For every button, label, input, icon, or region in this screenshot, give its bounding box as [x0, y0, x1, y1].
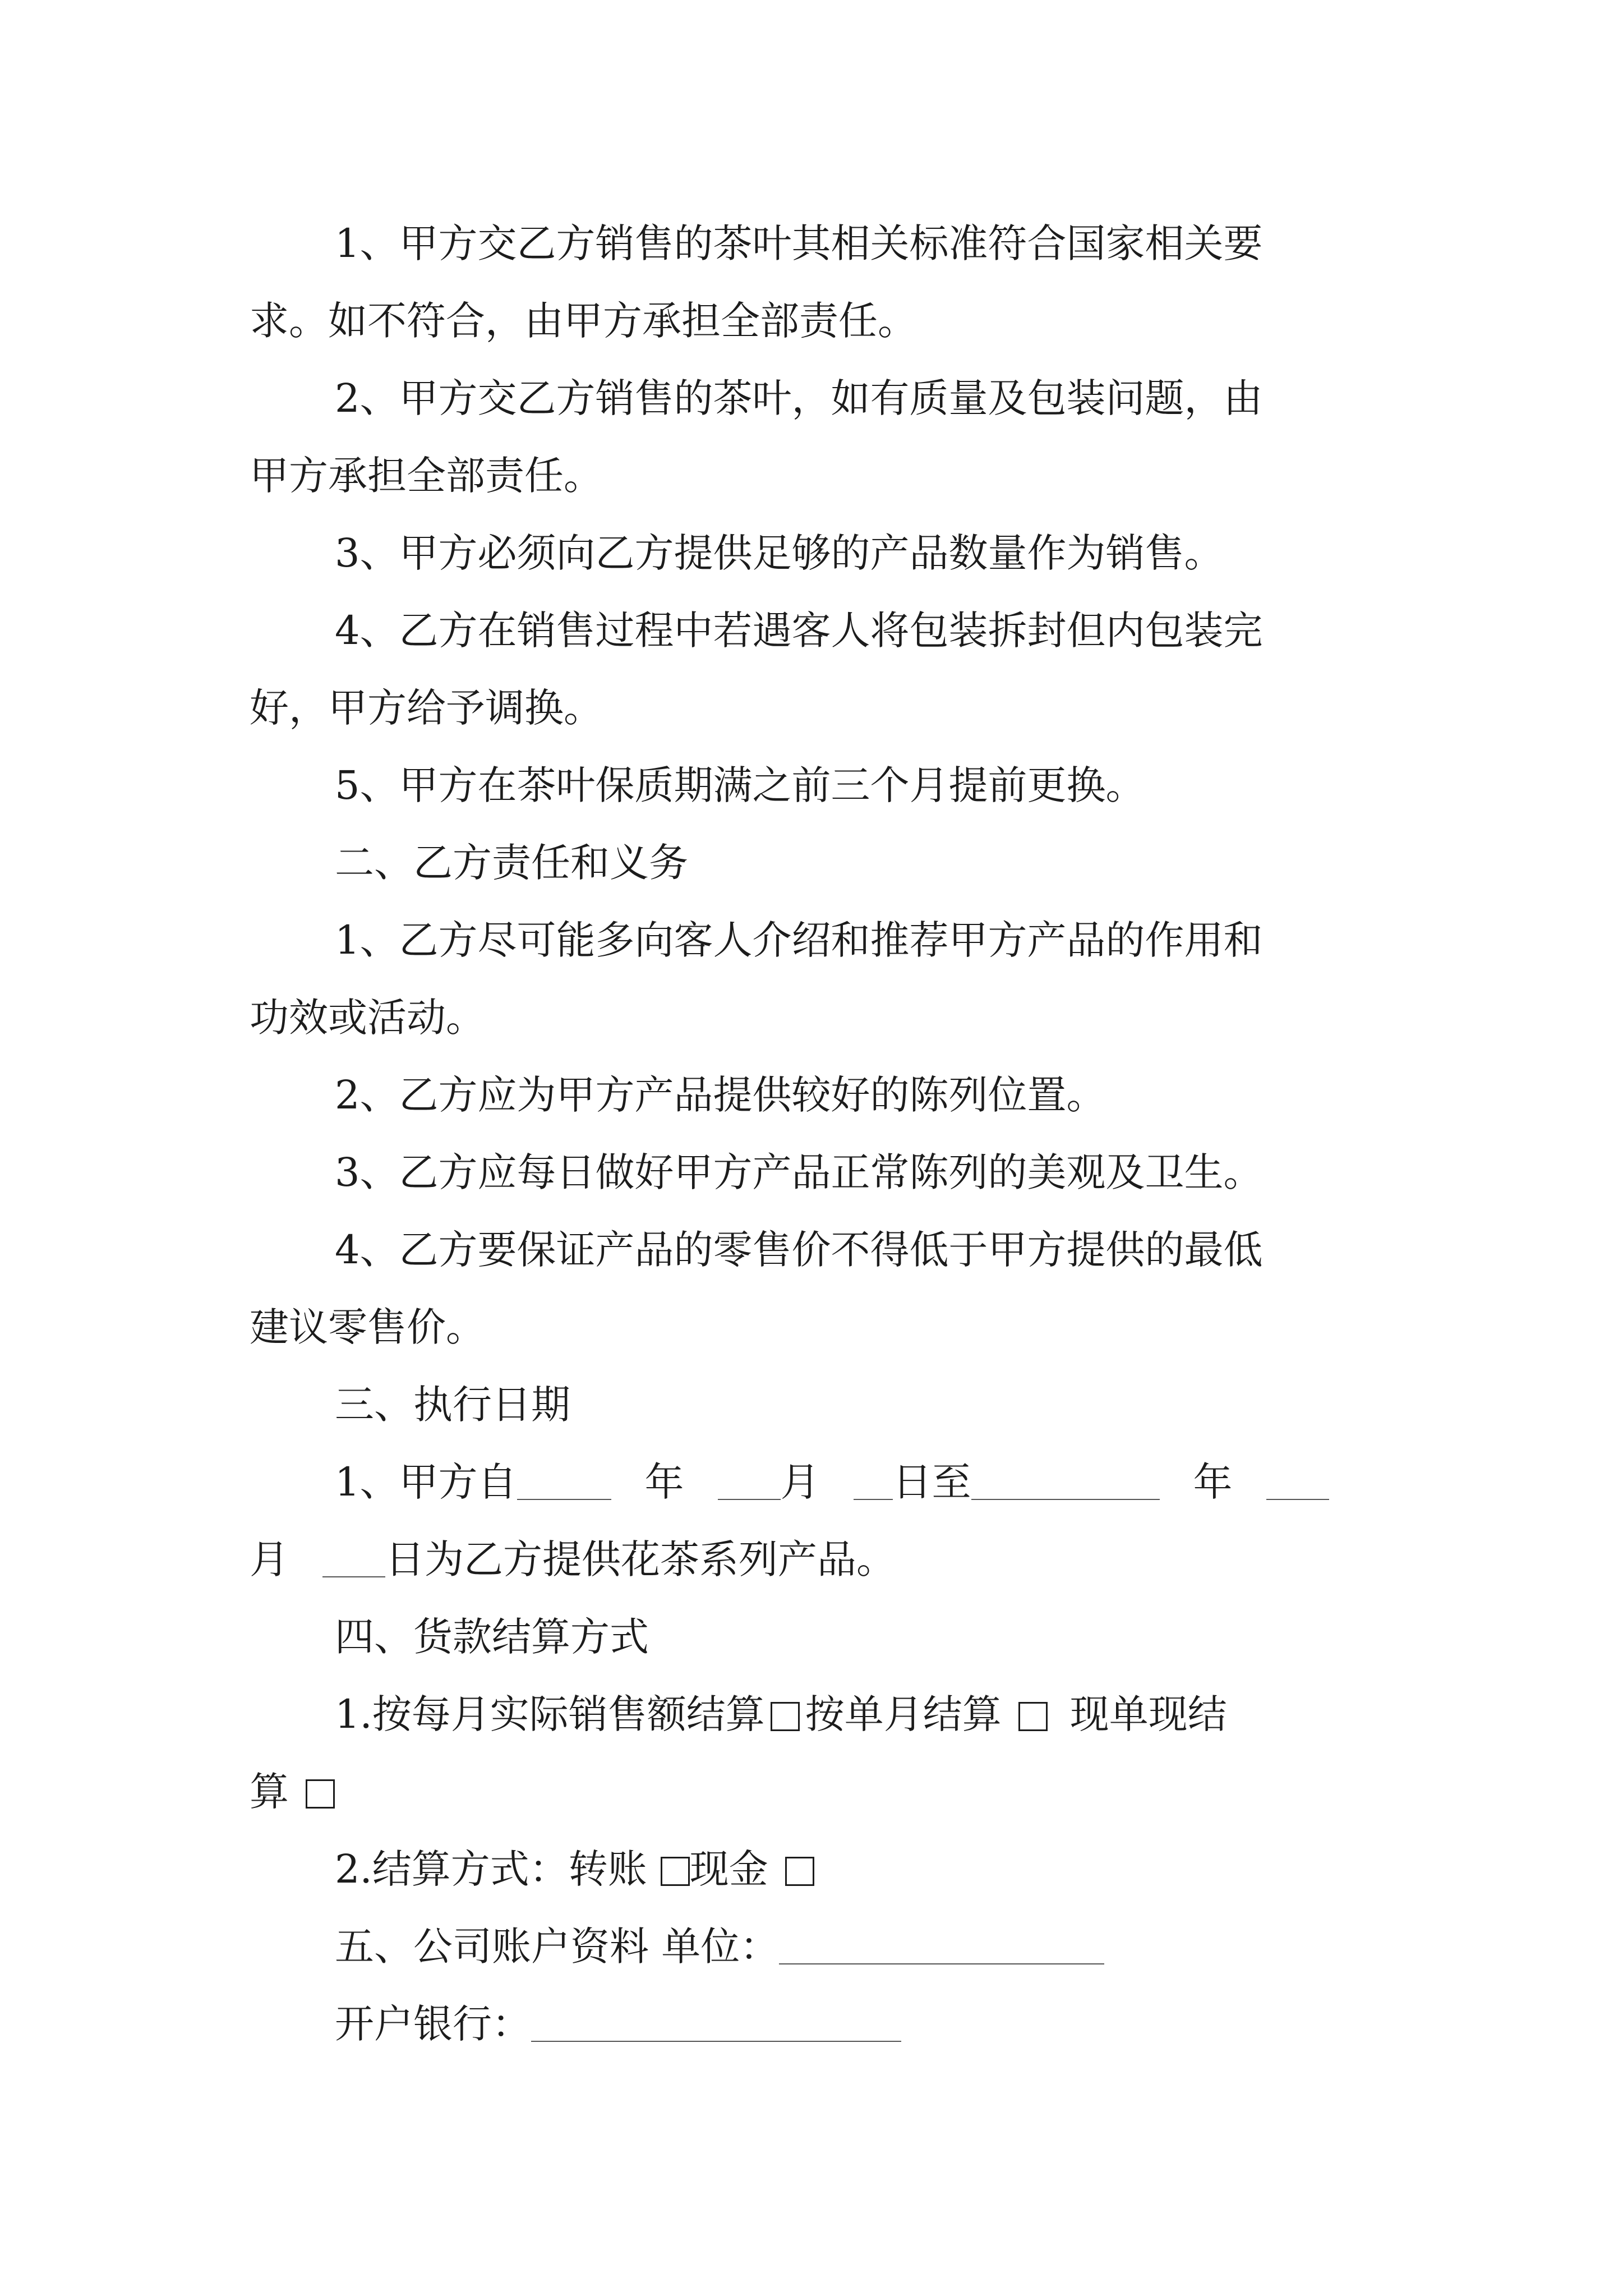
clause-5: 5、甲方在茶叶保质期满之前三个月提前更换。: [335, 762, 1145, 808]
section-3-date-line-2: [250, 1521, 1382, 1598]
settlement-options-line-1: [250, 1676, 1382, 1753]
company-unit-label: 五、公司账户资料 单位：: [335, 1924, 780, 1970]
date-to-label: 日至: [892, 1459, 971, 1505]
clause-1-line-2: 求。如不符合，由甲方承担全部责任。: [250, 298, 917, 344]
section-4-heading: 四、货款结算方式: [335, 1614, 649, 1660]
date-purpose-text: 日为乙方提供花茶系列产品。: [385, 1536, 896, 1582]
bank-line: [250, 1985, 1382, 2063]
cash-on-order-option-label: 现单现结: [1069, 1691, 1227, 1737]
clause-1-line-1: 1、甲方交乙方销售的茶叶其相关标准符合国家相关要: [335, 220, 1263, 266]
settlement-options-line-2: [250, 1753, 1382, 1830]
start-year-blank[interactable]: [517, 1460, 611, 1500]
start-year-label: 年: [644, 1459, 684, 1505]
start-day-blank[interactable]: [854, 1460, 893, 1500]
clause-4-line-2: 好，甲方给予调换。: [250, 685, 603, 731]
section-2-clause-1-line-1: 1、乙方尽可能多向客人介绍和推荐甲方产品的作用和: [335, 917, 1263, 963]
cash-on-order-option-label-cont: 算: [250, 1769, 289, 1815]
end-month-blank[interactable]: [1266, 1460, 1329, 1500]
start-month-label: 月: [780, 1459, 820, 1505]
section-5-heading: [250, 1908, 1382, 1985]
clause-3: 3、甲方必须向乙方提供足够的产品数量作为销售。: [335, 530, 1224, 576]
monthly-sales-option-label: 1.按每月实际销售额结算: [335, 1691, 765, 1737]
section-2-clause-4-line-1: 4、乙方要保证产品的零售价不得低于甲方提供的最低: [335, 1227, 1263, 1273]
company-unit-blank[interactable]: [779, 1924, 1104, 1964]
document-body: [250, 205, 1382, 2063]
bank-blank[interactable]: [531, 2001, 901, 2042]
clause-4-line-1: 4、乙方在销售过程中若遇客人将包装拆封但内包装完: [335, 608, 1263, 654]
payment-method-line: [250, 1830, 1382, 1908]
bank-label: 开户银行：: [335, 2001, 531, 2047]
cash-on-order-checkbox[interactable]: [306, 1779, 335, 1809]
section-2-clause-1-line-2: 功效或活动。: [250, 995, 485, 1041]
date-from-label: 1、甲方自: [335, 1459, 517, 1505]
section-2-clause-4-line-2: 建议零售价。: [250, 1304, 485, 1350]
end-month-label: 月: [250, 1536, 289, 1582]
transfer-checkbox[interactable]: [661, 1857, 690, 1886]
single-month-checkbox[interactable]: [1018, 1702, 1048, 1731]
clause-2-line-2: 甲方承担全部责任。: [250, 453, 603, 499]
section-3-heading: 三、执行日期: [335, 1382, 570, 1428]
end-day-blank[interactable]: [322, 1537, 385, 1577]
section-3-date-line-1: [250, 1443, 1382, 1521]
single-month-option-label: 按单月结算: [805, 1691, 1002, 1737]
payment-cash-label: 现金: [689, 1846, 768, 1892]
end-year-blank[interactable]: [971, 1460, 1160, 1500]
start-month-blank[interactable]: [718, 1460, 781, 1500]
end-year-label: 年: [1193, 1459, 1233, 1505]
section-2-clause-2: 2、乙方应为甲方产品提供较好的陈列位置。: [335, 1072, 1106, 1118]
payment-transfer-label: 2.结算方式：转账: [335, 1846, 647, 1892]
monthly-sales-checkbox[interactable]: [771, 1702, 800, 1731]
clause-2-line-1: 2、甲方交乙方销售的茶叶，如有质量及包装问题，由: [335, 375, 1263, 421]
section-2-heading: 二、乙方责任和义务: [335, 840, 688, 886]
cash-checkbox[interactable]: [785, 1857, 814, 1886]
section-2-clause-3: 3、乙方应每日做好甲方产品正常陈列的美观及卫生。: [335, 1149, 1263, 1195]
